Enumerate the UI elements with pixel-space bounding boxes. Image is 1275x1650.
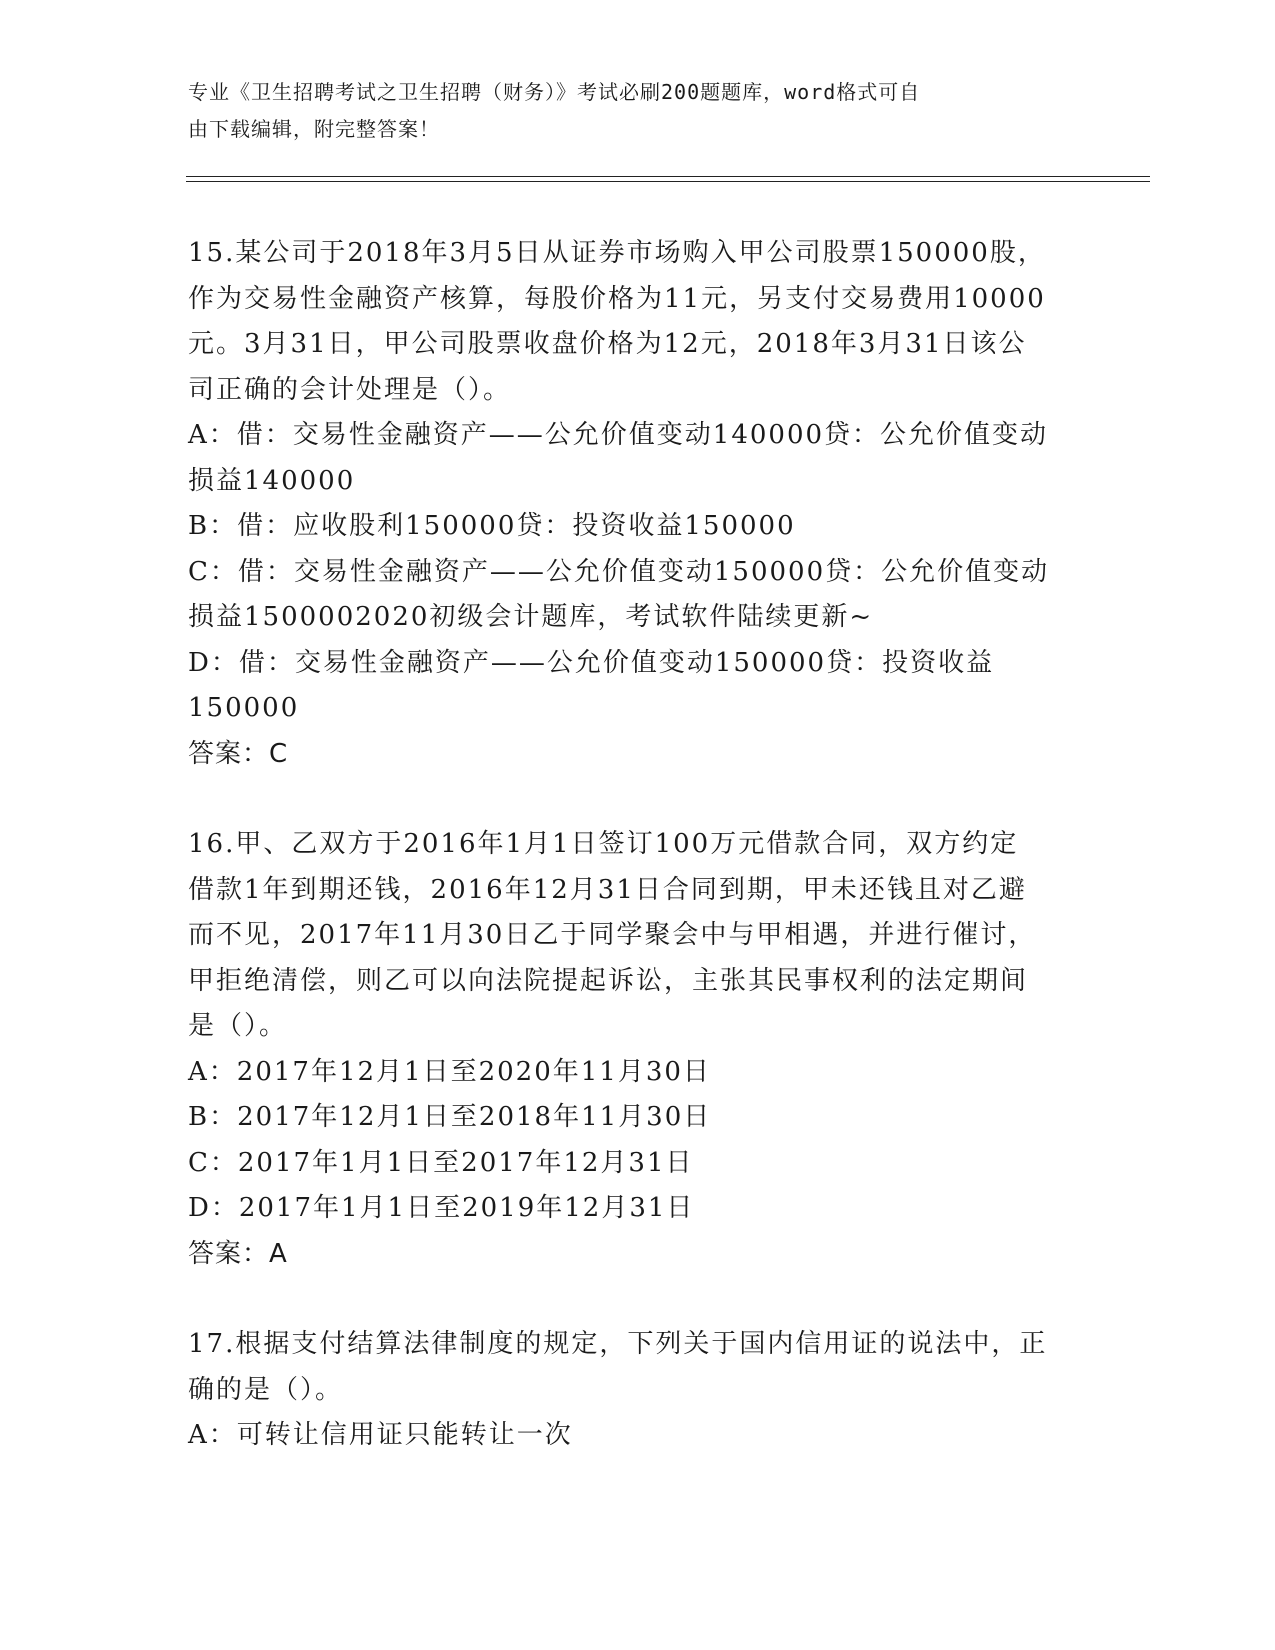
option-c: C：借：交易性金融资产——公允价值变动150000贷：公允价值变动 bbox=[188, 556, 1050, 587]
question-16 bbox=[188, 822, 1088, 1277]
question-stem-line: 司正确的会计处理是（）。 bbox=[188, 374, 512, 405]
question-stem-line: 15.某公司于2018年3月5日从证券市场购入甲公司股票150000股， bbox=[188, 238, 1046, 268]
option-a: A：借：交易性金融资产——公允价值变动140000贷：公允价值变动 bbox=[188, 420, 1049, 450]
option-a-continued: 损益140000 bbox=[188, 465, 356, 496]
header-line-1: 专业《卫生招聘考试之卫生招聘（财务）》考试必刷200题题库，word格式可自 bbox=[188, 80, 921, 104]
question-stem-line: 而不见，2017年11月30日乙于同学聚会中与甲相遇，并进行催讨， bbox=[188, 920, 1037, 950]
question-stem-line: 16.甲、乙双方于2016年1月1日签订100万元借款合同，双方约定 bbox=[188, 829, 1019, 859]
question-15 bbox=[188, 231, 1088, 777]
question-stem-line: 作为交易性金融资产核算，每股价格为11元，另支付交易费用10000 bbox=[188, 283, 1046, 314]
option-b: B：2017年12月1日至2018年11月30日 bbox=[188, 1102, 712, 1132]
answer-label: 答案：C bbox=[188, 738, 289, 769]
header-divider-top bbox=[186, 176, 1150, 177]
option-b: B：借：应收股利150000贷：投资收益150000 bbox=[188, 511, 796, 541]
question-stem-line: 元。3月31日，甲公司股票收盘价格为12元，2018年3月31日该公 bbox=[188, 329, 1027, 359]
question-stem-line: 甲拒绝清偿，则乙可以向法院提起诉讼，主张其民事权利的法定期间 bbox=[188, 965, 1029, 996]
question-list bbox=[188, 231, 1088, 1504]
question-17 bbox=[188, 1322, 1088, 1459]
document-header bbox=[188, 74, 1068, 148]
option-d: D：2017年1月1日至2019年12月31日 bbox=[188, 1193, 695, 1223]
question-stem-line: 是（）。 bbox=[188, 1011, 288, 1041]
option-c: C：2017年1月1日至2017年12月31日 bbox=[188, 1147, 694, 1178]
option-a: A：2017年12月1日至2020年11月30日 bbox=[188, 1056, 711, 1087]
question-stem-line: 确的是（）。 bbox=[188, 1374, 344, 1405]
option-a: A：可转让信用证只能转让一次 bbox=[188, 1420, 573, 1450]
option-c-continued: 损益1500002020初级会计题库，考试软件陆续更新~ bbox=[188, 602, 874, 632]
question-stem-line: 借款1年到期还钱，2016年12月31日合同到期，甲未还钱且对乙避 bbox=[188, 874, 1027, 905]
question-stem-line: 17.根据支付结算法律制度的规定，下列关于国内信用证的说法中，正 bbox=[188, 1329, 1048, 1359]
header-divider-bottom bbox=[186, 181, 1150, 182]
option-d-continued: 150000 bbox=[188, 693, 300, 723]
answer-label: 答案：A bbox=[188, 1238, 288, 1269]
header-line-2: 由下载编辑，附完整答案！ bbox=[188, 117, 440, 141]
option-d: D：借：交易性金融资产——公允价值变动150000贷：投资收益 bbox=[188, 647, 995, 678]
